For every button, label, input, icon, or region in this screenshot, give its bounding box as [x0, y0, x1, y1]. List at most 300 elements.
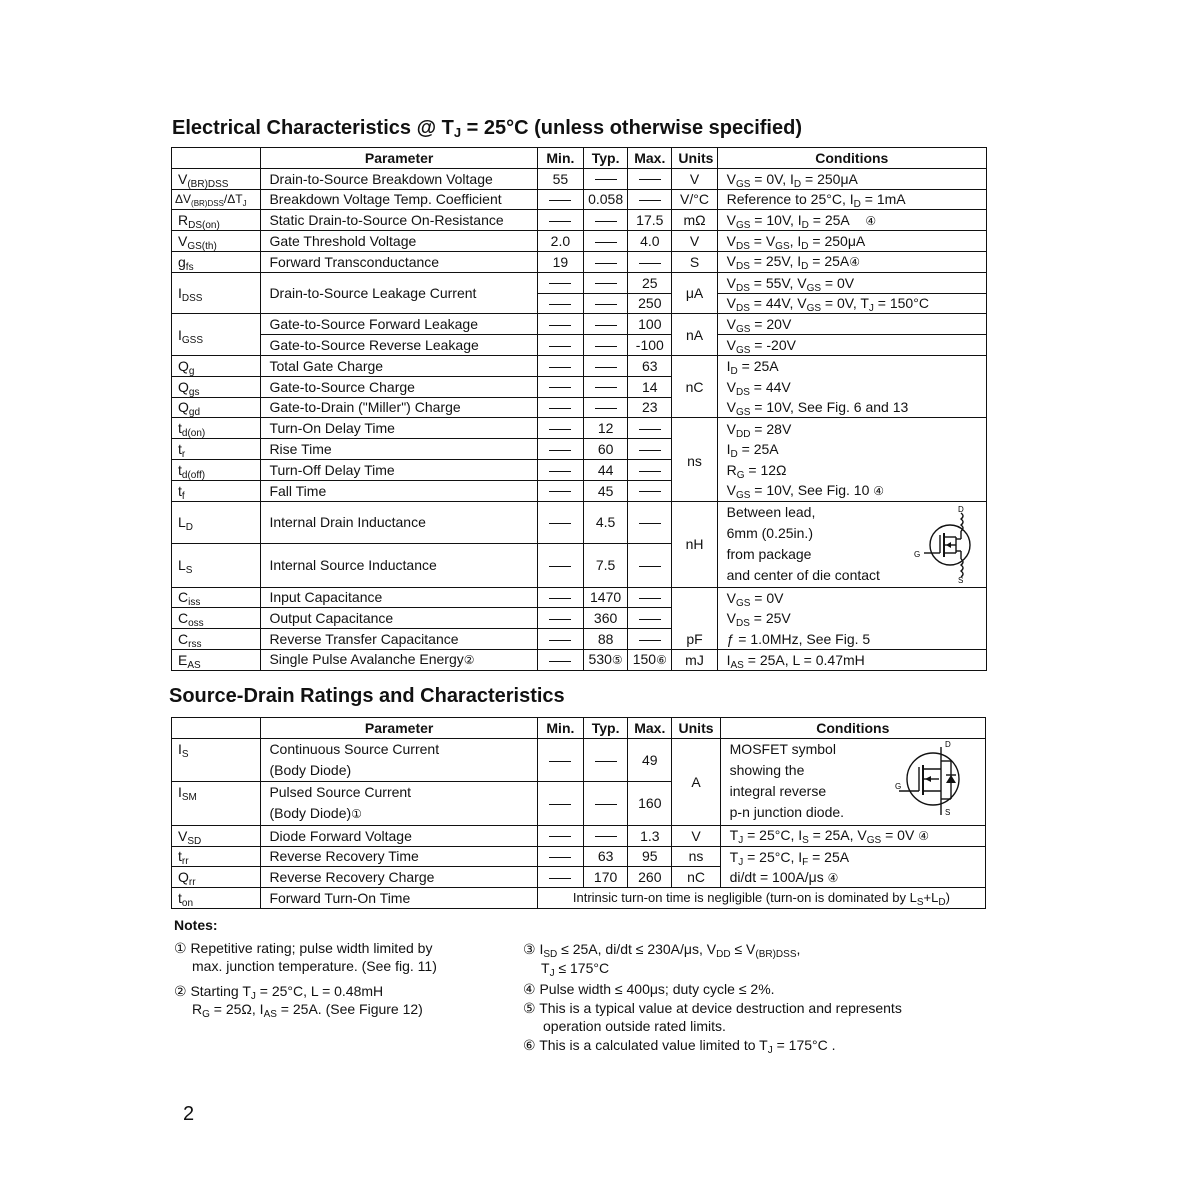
units-cell: nC	[672, 867, 720, 888]
note-sub: J	[250, 990, 256, 1002]
note-sub: SD	[543, 949, 558, 960]
parameter-cell: Internal Drain Inductance	[261, 501, 537, 543]
note-marker: ④	[827, 870, 839, 885]
note-marker: ②	[463, 653, 475, 668]
typ-cell	[584, 231, 628, 252]
cond-sub: D	[730, 366, 738, 378]
title-text: Electrical Characteristics @ T	[172, 117, 454, 139]
units-cell: V	[672, 168, 717, 189]
typ-cell	[584, 397, 628, 418]
parameter-cell: Gate-to-Source Forward Leakage	[261, 314, 537, 335]
max-cell: 49	[628, 738, 672, 781]
cond-line: showing the	[729, 761, 805, 778]
max-cell: 4.0	[628, 231, 672, 252]
min-cell	[537, 825, 583, 846]
cond-sub: GS	[866, 835, 882, 847]
symbol: t	[178, 848, 182, 865]
dash	[595, 283, 617, 284]
symbol: R	[178, 212, 189, 229]
typ-cell: 4.5	[584, 501, 628, 543]
dash	[549, 283, 571, 284]
cond-sub: GS	[735, 407, 751, 419]
symbol: t	[178, 461, 182, 478]
header-units: Units	[672, 148, 717, 169]
gate-label: G	[914, 549, 921, 559]
notes-heading: Notes:	[174, 917, 218, 933]
cond-text: T	[729, 827, 739, 844]
symbol-sub: DS(on)	[188, 220, 220, 232]
cond-text: = 28V	[750, 420, 792, 437]
typ-cell	[584, 168, 628, 189]
symbol: I	[178, 740, 182, 757]
symbol-sub: d(on)	[181, 428, 206, 440]
cond-sub: D	[801, 241, 809, 253]
typ-cell	[584, 293, 628, 314]
min-cell	[537, 439, 583, 460]
cond-text: I	[726, 651, 731, 668]
cond-text: V	[726, 274, 736, 291]
max-cell: 23	[628, 397, 672, 418]
symbol: C	[178, 589, 189, 606]
symbol-sub: r	[181, 449, 186, 461]
typ-cell	[584, 314, 628, 335]
min-cell	[537, 335, 583, 356]
max-cell	[628, 459, 672, 480]
parameter-cell: Internal Source Inductance	[261, 543, 537, 587]
dash	[549, 640, 571, 641]
cond-line: 6mm (0.25in.)	[726, 524, 813, 541]
cond-text: = 44V, V	[749, 295, 807, 312]
cond-sub: GS	[735, 489, 751, 501]
cond-text: V	[726, 378, 736, 395]
typ-cell	[584, 251, 628, 272]
units-cell	[672, 439, 717, 470]
symbol-sub: f	[181, 490, 185, 502]
cond-text: V	[726, 211, 736, 228]
note-text: ≤ 175°C	[554, 959, 610, 976]
table-row	[172, 649, 987, 670]
dash	[595, 179, 617, 180]
conditions-cell	[720, 867, 985, 888]
symbol-cell	[172, 189, 261, 210]
cond-text: = 10V, See Fig. 6 and 13	[750, 399, 909, 416]
min-cell	[537, 587, 583, 608]
conditions-cell	[720, 846, 985, 867]
min-cell	[537, 272, 583, 293]
symbol-sub: (BR)DSS	[191, 199, 224, 209]
table-header-row	[172, 148, 987, 169]
dash	[549, 804, 571, 805]
dash	[595, 367, 617, 368]
dash	[595, 408, 617, 409]
max-cell	[628, 608, 672, 629]
cond-text: = 10V, I	[750, 211, 802, 228]
typ-cell: 0.058	[584, 189, 628, 210]
cond-text: = 25A	[737, 358, 779, 375]
cond-text: )	[945, 890, 950, 906]
symbol: g	[178, 253, 186, 270]
cond-text: V	[726, 316, 736, 333]
max-cell: 260	[628, 867, 672, 888]
mosfet-diode-symbol-icon	[895, 739, 975, 819]
table-row	[172, 355, 987, 376]
note-5-line-2: operation outside rated limits.	[543, 1018, 726, 1034]
symbol-sub: AS	[187, 659, 201, 671]
max-cell	[628, 189, 672, 210]
dash	[639, 471, 661, 472]
dash	[549, 857, 571, 858]
symbol-cell	[172, 587, 261, 608]
symbol: ΔV	[175, 192, 192, 207]
parameter-cell: Fall Time	[261, 480, 537, 501]
cond-text: = 25A	[808, 253, 850, 270]
dash	[639, 640, 661, 641]
units-cell: nA	[672, 314, 717, 356]
table-row	[172, 272, 987, 293]
header-min: Min.	[537, 148, 583, 169]
max-cell: 95	[628, 846, 672, 867]
symbol-cell	[172, 459, 261, 480]
dash	[595, 346, 617, 347]
min-cell	[537, 781, 583, 825]
units-cell: V	[672, 825, 720, 846]
conditions-cell	[717, 459, 986, 480]
conditions-cell	[717, 376, 986, 397]
typ-cell: 88	[584, 629, 628, 650]
conditions-cell	[717, 251, 986, 272]
cond-text: = 25°C, I	[743, 848, 803, 865]
cond-sub: J	[738, 856, 744, 868]
max-cell	[628, 543, 672, 587]
max-cell: 14	[628, 376, 672, 397]
min-cell	[537, 501, 583, 543]
cond-text: = 0V	[750, 589, 784, 606]
symbol: C	[178, 631, 189, 648]
table-row	[172, 439, 987, 460]
max-cell: -100	[628, 335, 672, 356]
dash	[639, 263, 661, 264]
typ-cell	[584, 649, 628, 670]
cond-sub: D	[730, 449, 738, 461]
typ-cell: 45	[584, 480, 628, 501]
min-cell	[537, 189, 583, 210]
source-label: S	[958, 575, 964, 585]
dash	[595, 836, 617, 837]
units-cell: pF	[672, 629, 717, 650]
cond-text: V	[726, 253, 736, 270]
conditions-cell	[717, 168, 986, 189]
symbol-cell	[172, 272, 261, 314]
symbol: I	[178, 326, 182, 343]
cond-text: = V	[749, 233, 776, 250]
parameter-cell: Reverse Transfer Capacitance	[261, 629, 537, 650]
units-cell: mJ	[672, 649, 717, 670]
note-text: = 25A. (See Figure 12)	[276, 1001, 423, 1017]
typ-cell: 1470	[584, 587, 628, 608]
parameter-cell: Gate-to-Source Charge	[261, 376, 537, 397]
table-row	[172, 335, 987, 356]
note-2-line-1	[174, 982, 437, 1001]
header-symbol	[172, 718, 261, 739]
notes-right	[523, 940, 902, 1054]
dash	[549, 566, 571, 567]
cond-sub: DS	[735, 261, 750, 273]
conditions-cell	[720, 738, 985, 825]
max-cell	[628, 418, 672, 439]
symbol: Q	[178, 357, 189, 374]
typ-cell: 60	[584, 439, 628, 460]
cond-text: V	[726, 337, 736, 354]
note-5-line-1: ⑤ This is a typical value at device destruction and represents	[523, 999, 902, 1016]
typ-cell	[584, 781, 628, 825]
dash	[639, 491, 661, 492]
dash	[595, 242, 617, 243]
units-cell: V/°C	[672, 189, 717, 210]
conditions-cell	[717, 293, 986, 314]
note-text: ,	[796, 941, 801, 957]
units-cell: A	[672, 738, 720, 825]
table-row	[172, 459, 987, 480]
symbol-sub: fs	[185, 261, 194, 273]
header-symbol	[172, 148, 261, 169]
cond-line: from package	[726, 545, 812, 562]
cond-sub: D	[938, 897, 946, 909]
cond-text: = 20V	[750, 316, 792, 333]
symbol-sub: d(off)	[181, 469, 206, 481]
cond-text: I	[726, 358, 731, 375]
units-cell: S	[672, 251, 717, 272]
dash	[549, 450, 571, 451]
dash	[549, 221, 571, 222]
parameter-line: Continuous Source Current	[269, 740, 440, 757]
min-cell	[537, 738, 583, 781]
symbol-sub: rr	[181, 856, 189, 868]
parameter-cell: Turn-Off Delay Time	[261, 459, 537, 480]
note-marker: ①	[351, 806, 362, 821]
parameter-cell	[261, 649, 537, 670]
header-max: Max.	[628, 718, 672, 739]
parameter-cell	[261, 738, 537, 781]
dash	[549, 325, 571, 326]
dash	[549, 408, 571, 409]
note-text: = 175°C .	[772, 1036, 836, 1053]
cond-sub: D	[801, 219, 809, 231]
symbol-sub: g	[188, 365, 195, 377]
dash	[639, 598, 661, 599]
cond-sub: DS	[735, 618, 750, 630]
cond-sub: DS	[735, 386, 750, 398]
max-cell: 25	[628, 272, 672, 293]
units-cell	[672, 480, 717, 501]
cond-text: = 25V, I	[749, 253, 802, 270]
table-row	[172, 738, 986, 781]
dash	[549, 878, 571, 879]
symbol-sub: iss	[188, 597, 201, 609]
symbol: Q	[178, 399, 189, 416]
source-drain-table	[171, 717, 986, 909]
cond-line: and center of die contact	[726, 566, 880, 583]
min-cell	[537, 846, 583, 867]
min-cell	[537, 867, 583, 888]
note-1-line-1: ① Repetitive rating; pulse width limited by	[174, 939, 433, 956]
cond-text: = 150°C	[873, 295, 929, 312]
header-min: Min.	[537, 718, 583, 739]
table-row	[172, 314, 987, 335]
units-cell: ns	[672, 846, 720, 867]
dash	[639, 566, 661, 567]
note-sub: G	[202, 1009, 210, 1020]
dash	[595, 804, 617, 805]
symbol-cell	[172, 314, 261, 356]
dash	[549, 429, 571, 430]
dash	[549, 836, 571, 837]
max-cell: 100	[628, 314, 672, 335]
note-sub: AS	[263, 1009, 277, 1020]
symbol: L	[178, 514, 186, 531]
drain-label: D	[945, 739, 951, 749]
symbol-sub: rss	[188, 639, 202, 651]
symbol: t	[178, 441, 182, 458]
header-conditions: Conditions	[720, 718, 985, 739]
min-cell	[537, 480, 583, 501]
cond-text: +L	[923, 890, 939, 906]
conditions-cell	[717, 501, 986, 587]
parameter-cell: Rise Time	[261, 439, 537, 460]
cond-text: = 10V, See Fig. 10	[750, 481, 870, 498]
min-cell: 55	[537, 168, 583, 189]
symbol-sub: S	[185, 565, 193, 577]
cond-sub: G	[736, 469, 745, 481]
symbol-sub: gd	[188, 407, 201, 419]
table-row	[172, 168, 987, 189]
conditions-cell	[717, 272, 986, 293]
units-cell	[672, 587, 717, 608]
cond-text: = 1mA	[860, 191, 906, 208]
symbol-cell	[172, 846, 261, 867]
conditions-cell	[720, 825, 985, 846]
dash	[595, 325, 617, 326]
cond-text: = 0V	[821, 274, 855, 291]
cond-text: = 250μA	[808, 233, 866, 250]
typ-cell	[584, 738, 628, 781]
note-text: ② Starting T	[174, 982, 251, 999]
note-2-line-2	[174, 1000, 437, 1019]
table-row	[172, 480, 987, 501]
cond-sub: D	[793, 178, 802, 190]
table-row	[172, 867, 986, 888]
cond-sub: GS	[735, 324, 751, 336]
cond-sub: GS	[735, 597, 751, 609]
parameter-cell: Gate-to-Source Reverse Leakage	[261, 335, 537, 356]
symbol-sub: GS(th)	[187, 241, 217, 253]
symbol-cell	[172, 608, 261, 629]
table-row	[172, 629, 987, 650]
typ-cell	[584, 376, 628, 397]
table-row	[172, 418, 987, 439]
symbol: I	[178, 783, 182, 800]
cond-text: V	[726, 420, 736, 437]
typ-cell: 7.5	[584, 543, 628, 587]
conditions-cell	[717, 418, 986, 439]
typ-cell: 12	[584, 418, 628, 439]
max-cell	[628, 649, 672, 670]
table-row	[172, 587, 987, 608]
parameter-line: (Body Diode)	[269, 761, 352, 778]
conditions-cell	[717, 649, 986, 670]
typ-cell	[584, 825, 628, 846]
symbol-cell	[172, 738, 261, 781]
table-row	[172, 376, 987, 397]
min-cell: 2.0	[537, 231, 583, 252]
cond-sub: D	[853, 199, 861, 211]
table-row	[172, 608, 987, 629]
cond-line: MOSFET symbol	[729, 740, 836, 757]
cond-text: V	[726, 233, 736, 250]
note-text: = 25Ω, I	[209, 1001, 264, 1017]
cond-sub: DS	[735, 241, 750, 253]
dash	[595, 221, 617, 222]
parameter-cell: Forward Transconductance	[261, 251, 537, 272]
symbol-sub: SM	[181, 791, 197, 803]
symbol-cell	[172, 888, 261, 909]
parameter-cell: Breakdown Voltage Temp. Coefficient	[261, 189, 537, 210]
dash	[549, 761, 571, 762]
max-cell	[628, 480, 672, 501]
conditions-cell	[717, 608, 986, 629]
max-cell	[628, 168, 672, 189]
max-cell	[628, 439, 672, 460]
typ-cell: 63	[584, 846, 628, 867]
symbol-cell	[172, 210, 261, 231]
table-header-row	[172, 718, 986, 739]
min-cell: 19	[537, 251, 583, 272]
min-cell	[537, 543, 583, 587]
cond-sub: AS	[730, 659, 744, 671]
table-row	[172, 189, 987, 210]
units-cell	[672, 418, 717, 439]
header-max: Max.	[628, 148, 672, 169]
symbol: I	[178, 285, 182, 302]
cond-sub: GS	[806, 303, 822, 315]
dash	[549, 387, 571, 388]
header-conditions: Conditions	[717, 148, 986, 169]
parameter-cell: Gate-to-Drain ("Miller") Charge	[261, 397, 537, 418]
dash	[549, 619, 571, 620]
cond-sub: DS	[735, 303, 750, 315]
min-cell	[537, 649, 583, 670]
dash	[639, 523, 661, 524]
parameter-cell: Turn-On Delay Time	[261, 418, 537, 439]
cond-sub: GS	[735, 345, 751, 357]
cond-text: V	[726, 589, 736, 606]
symbol-cell	[172, 825, 261, 846]
dash	[549, 661, 571, 662]
cond-text: I	[726, 441, 731, 458]
cond-sub: J	[868, 303, 874, 315]
cond-text: T	[729, 848, 739, 865]
symbol-cell	[172, 397, 261, 418]
conditions-cell	[717, 189, 986, 210]
table-row	[172, 231, 987, 252]
cond-text: V	[726, 610, 736, 627]
conditions-cell	[717, 355, 986, 376]
cond-text: = 250μA	[801, 170, 858, 187]
units-cell	[672, 397, 717, 418]
min-cell	[537, 397, 583, 418]
cond-text: Reference to 25°C, I	[726, 191, 854, 208]
symbol-cell	[172, 501, 261, 543]
typ-cell: 44	[584, 459, 628, 480]
